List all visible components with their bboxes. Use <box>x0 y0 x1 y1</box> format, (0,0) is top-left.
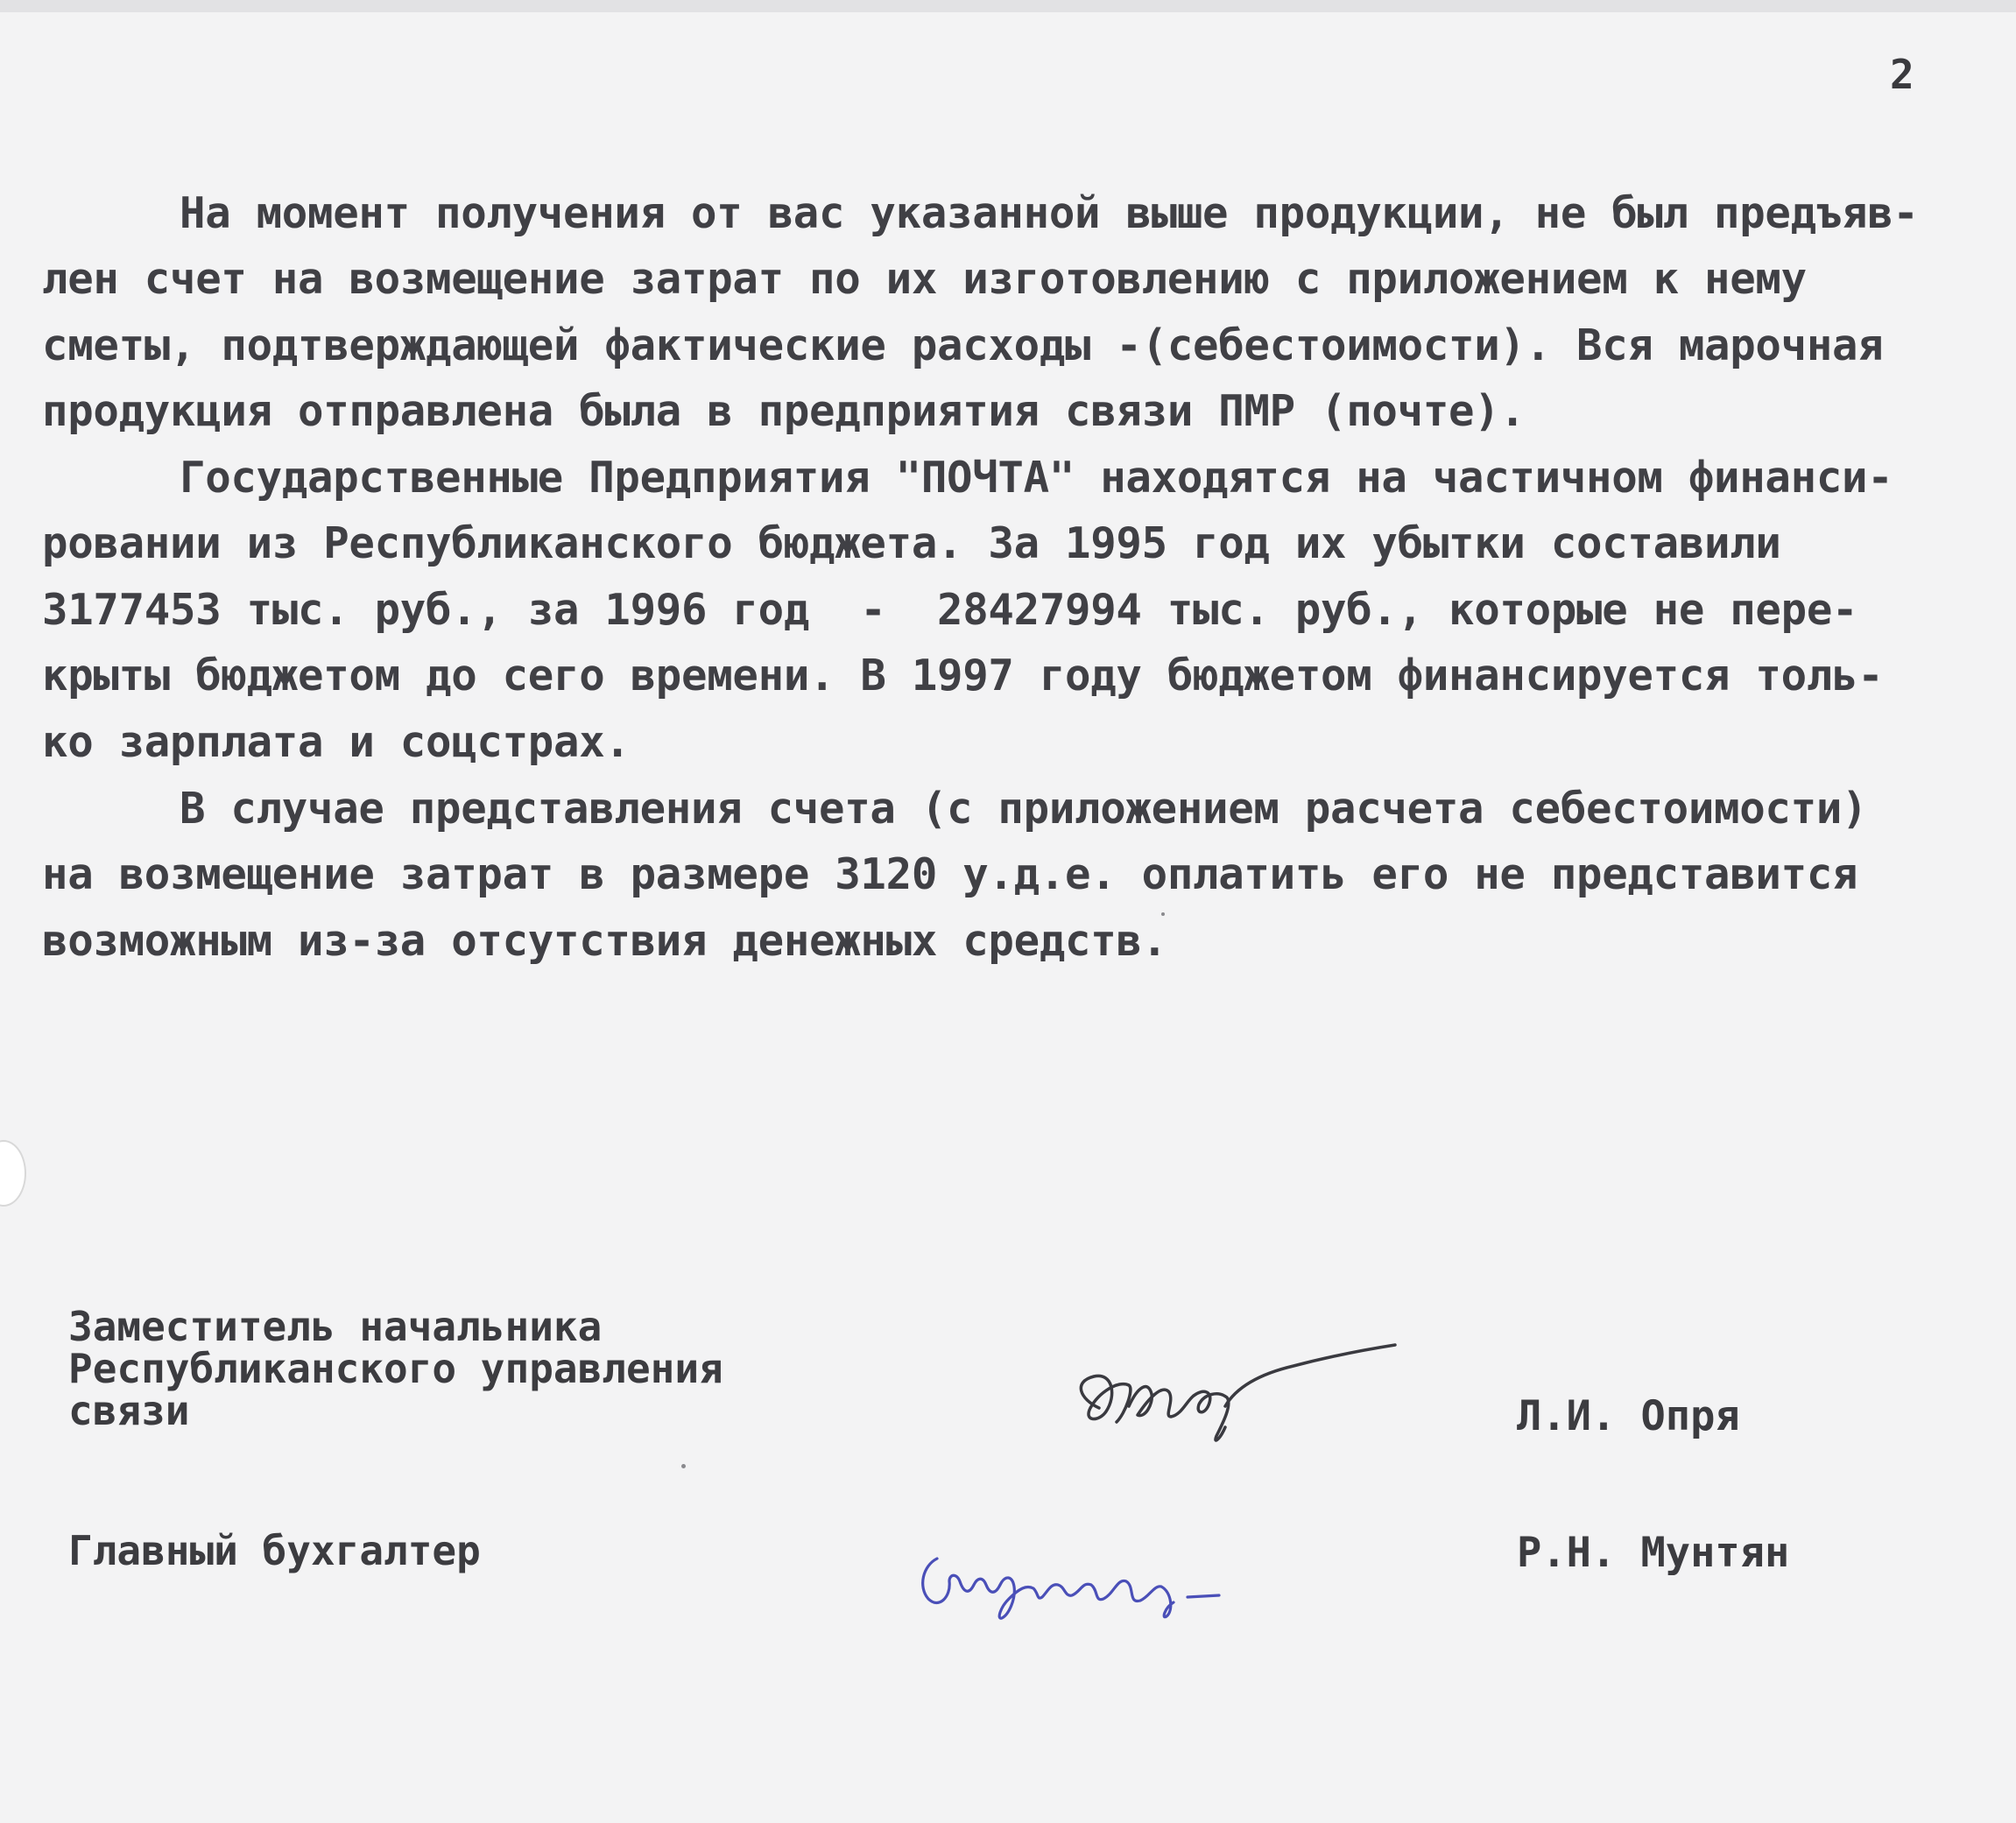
paper-speck <box>681 1464 686 1468</box>
signatory-name: Р.Н. Мунтян <box>1517 1529 1790 1577</box>
signatory-name: Л.И. Опря <box>1517 1392 1740 1440</box>
body-line: лен счет на возмещение затрат по их изготовлению с приложением к нему <box>42 254 1807 304</box>
body-line: Государственные Предприятия "ПОЧТА" находятся на частичном финанси- <box>180 453 1893 503</box>
punch-hole <box>0 1140 26 1207</box>
body-line: продукция отправлена была в предприятия связи ПМР (почте). <box>42 386 1526 436</box>
signatory-title: Заместитель начальника <box>68 1303 603 1350</box>
body-line: возможным из-за отсутствия денежных средств. <box>42 916 1167 966</box>
signature-strokes <box>923 1559 1219 1618</box>
body-line: 3177453 тыс. руб., за 1996 год - 28427994 тыс. руб., которые не пере- <box>42 585 1858 635</box>
body-line: на возмещение затрат в размере 3120 у.д.е. оплатить его не представится <box>42 849 1858 899</box>
body-line: На момент получения от вас указанной выше продукции, не был предъяв- <box>180 188 1919 238</box>
handwritten-signature <box>911 1524 1261 1629</box>
body-line: сметы, подтверждающей фактические расходы -(себестоимости). Вся марочная <box>42 320 1884 370</box>
signatory-title: Главный бухгалтер <box>68 1527 481 1574</box>
signature-strokes <box>1081 1345 1395 1440</box>
body-line: ровании из Республиканского бюджета. За 1995 год их убытки составили <box>42 518 1781 568</box>
signatory-title: Республиканского управления <box>68 1345 723 1392</box>
page-number: 2 <box>1890 51 1914 98</box>
handwritten-signature <box>1064 1331 1406 1453</box>
body-line: В случае представления счета (с приложением расчета себестоимости) <box>180 784 1868 834</box>
body-line: ко зарплата и соцстрах. <box>42 717 631 767</box>
signatory-title: связи <box>68 1387 190 1434</box>
body-line: крыты бюджетом до сего времени. В 1997 году бюджетом финансируется толь- <box>42 651 1884 700</box>
